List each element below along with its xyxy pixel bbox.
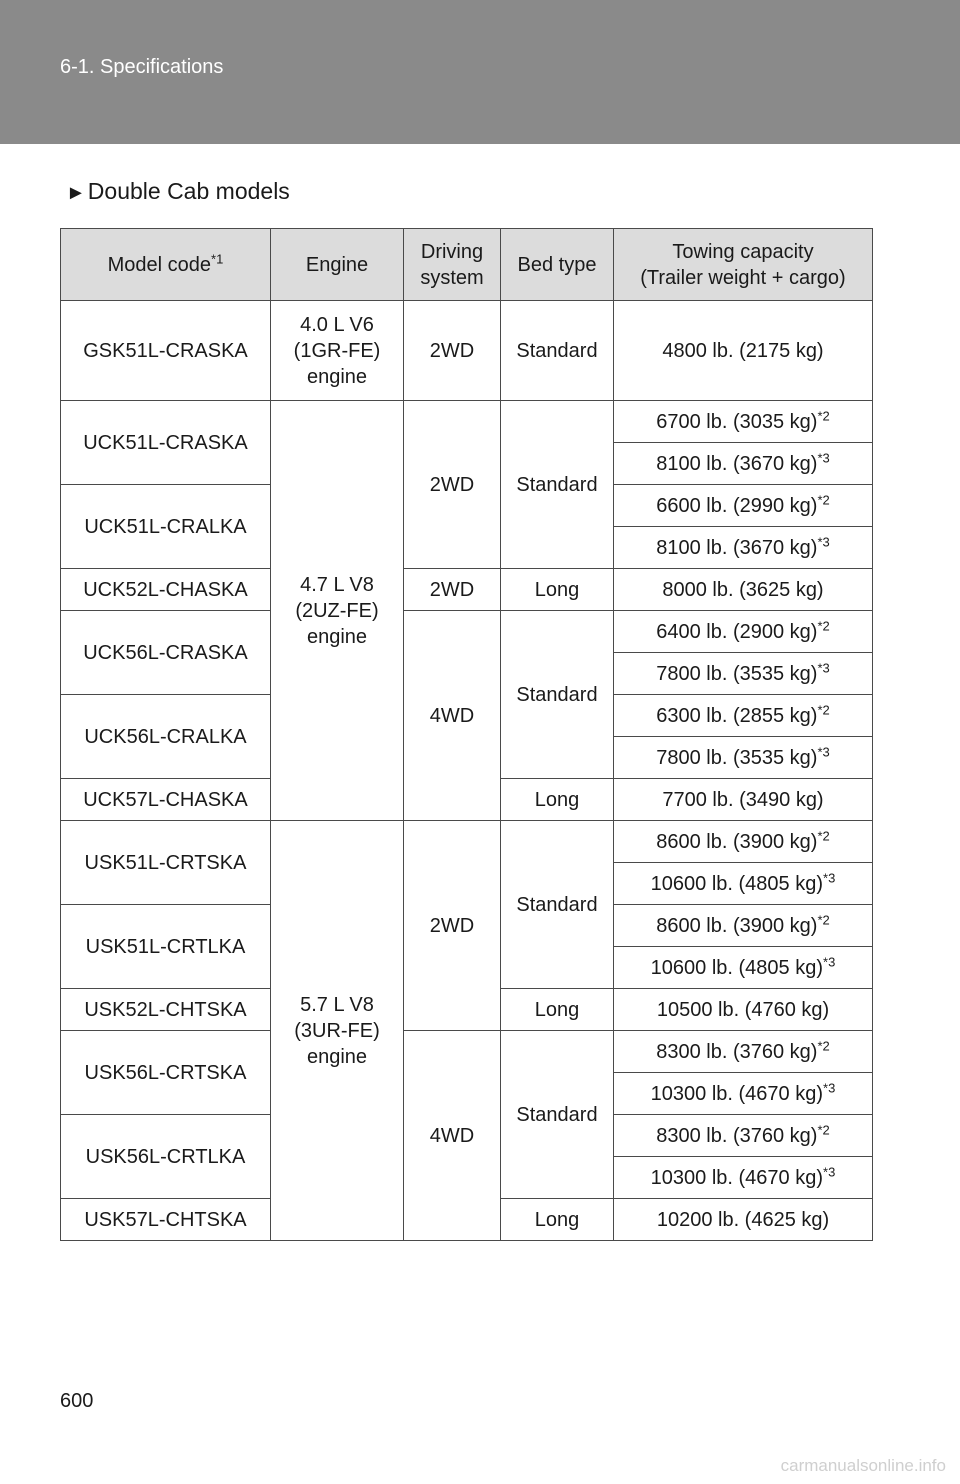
towing-cell: 10600 lb. (4805 kg)$^{*3}$ [614,863,873,905]
model-code-cell: UCK52L-CHASKA [61,569,271,611]
towing-cell: 4800 lb. (2175 kg) [614,301,873,401]
towing-cell: 10600 lb. (4805 kg)$^{*3}$ [614,947,873,989]
table-row [61,301,873,401]
towing-cell: 8300 lb. (3760 kg)$^{*2}$ [614,1115,873,1157]
towing-cell: 7800 lb. (3535 kg)$^{*3}$ [614,737,873,779]
table-row [61,611,873,653]
drive-cell: 2WD [404,821,501,1031]
bed-type-cell: Long [501,779,614,821]
section-title: 6-1. Specifications [60,56,224,78]
model-code-cell: USK56L-CRTSKA [61,1031,271,1115]
drive-cell: 2WD [404,569,501,611]
header-band [0,0,960,144]
engine-cell: 4.7 L V8 (2UZ-FE) engine [271,401,404,821]
towing-cell: 8000 lb. (3625 kg) [614,569,873,611]
table-row [61,821,873,863]
model-code-cell: UCK57L-CHASKA [61,779,271,821]
bed-type-cell: Long [501,989,614,1031]
triangle-marker-icon: ► [66,182,86,204]
drive-cell: 4WD [404,1031,501,1241]
table-header-row [61,229,873,301]
towing-capacity-table [60,228,873,1241]
towing-cell: 8600 lb. (3900 kg)$^{*2}$ [614,905,873,947]
model-code-cell: USK51L-CRTLKA [61,905,271,989]
drive-cell: 2WD [404,301,501,401]
engine-cell: 4.0 L V6 (1GR-FE) engine [271,301,404,401]
towing-cell: 8600 lb. (3900 kg)$^{*2}$ [614,821,873,863]
bed-type-cell: Standard [501,611,614,779]
towing-cell: 8300 lb. (3760 kg)$^{*2}$ [614,1031,873,1073]
towing-cell: 6600 lb. (2990 kg)$^{*2}$ [614,485,873,527]
towing-cell: 6400 lb. (2900 kg)$^{*2}$ [614,611,873,653]
towing-cell: 7700 lb. (3490 kg) [614,779,873,821]
model-code-cell: USK51L-CRTSKA [61,821,271,905]
table-row [61,1031,873,1073]
towing-cell: 8100 lb. (3670 kg)$^{*3}$ [614,527,873,569]
model-code-cell: USK52L-CHTSKA [61,989,271,1031]
bed-type-cell: Standard [501,1031,614,1199]
model-code-cell: UCK56L-CRASKA [61,611,271,695]
header-towing-capacity: Towing capacity (Trailer weight + cargo) [614,229,873,301]
model-code-cell: GSK51L-CRASKA [61,301,271,401]
towing-cell: 6700 lb. (3035 kg)$^{*2}$ [614,401,873,443]
towing-cell: 6300 lb. (2855 kg)$^{*2}$ [614,695,873,737]
towing-cell: 8100 lb. (3670 kg)$^{*3}$ [614,443,873,485]
header-bed-type: Bed type [501,229,614,301]
header-model-code: Model code$^{*1}$ [61,229,271,301]
bed-type-cell: Standard [501,401,614,569]
bed-type-cell: Long [501,569,614,611]
towing-cell: 10200 lb. (4625 kg) [614,1199,873,1241]
drive-cell: 2WD [404,401,501,569]
engine-cell: 5.7 L V8 (3UR-FE) engine [271,821,404,1241]
towing-cell: 10500 lb. (4760 kg) [614,989,873,1031]
towing-cell: 10300 lb. (4670 kg)$^{*3}$ [614,1073,873,1115]
header-driving-system: Driving system [404,229,501,301]
drive-cell: 4WD [404,611,501,821]
subtitle-text: Double Cab models [87,178,290,204]
table-row [61,401,873,443]
table-row [61,569,873,611]
towing-cell: 7800 lb. (3535 kg)$^{*3}$ [614,653,873,695]
model-code-cell: UCK51L-CRASKA [61,401,271,485]
model-code-cell: UCK56L-CRALKA [61,695,271,779]
model-code-cell: USK57L-CHTSKA [61,1199,271,1241]
bed-type-cell: Standard [501,821,614,989]
subtitle [66,178,290,205]
model-code-cell: UCK51L-CRALKA [61,485,271,569]
header-engine: Engine [271,229,404,301]
bed-type-cell: Long [501,1199,614,1241]
model-code-cell: USK56L-CRTLKA [61,1115,271,1199]
watermark: carmanualsonline.info [780,1456,946,1475]
page-number: 600 [60,1390,94,1412]
towing-cell: 10300 lb. (4670 kg)$^{*3}$ [614,1157,873,1199]
bed-type-cell: Standard [501,301,614,401]
